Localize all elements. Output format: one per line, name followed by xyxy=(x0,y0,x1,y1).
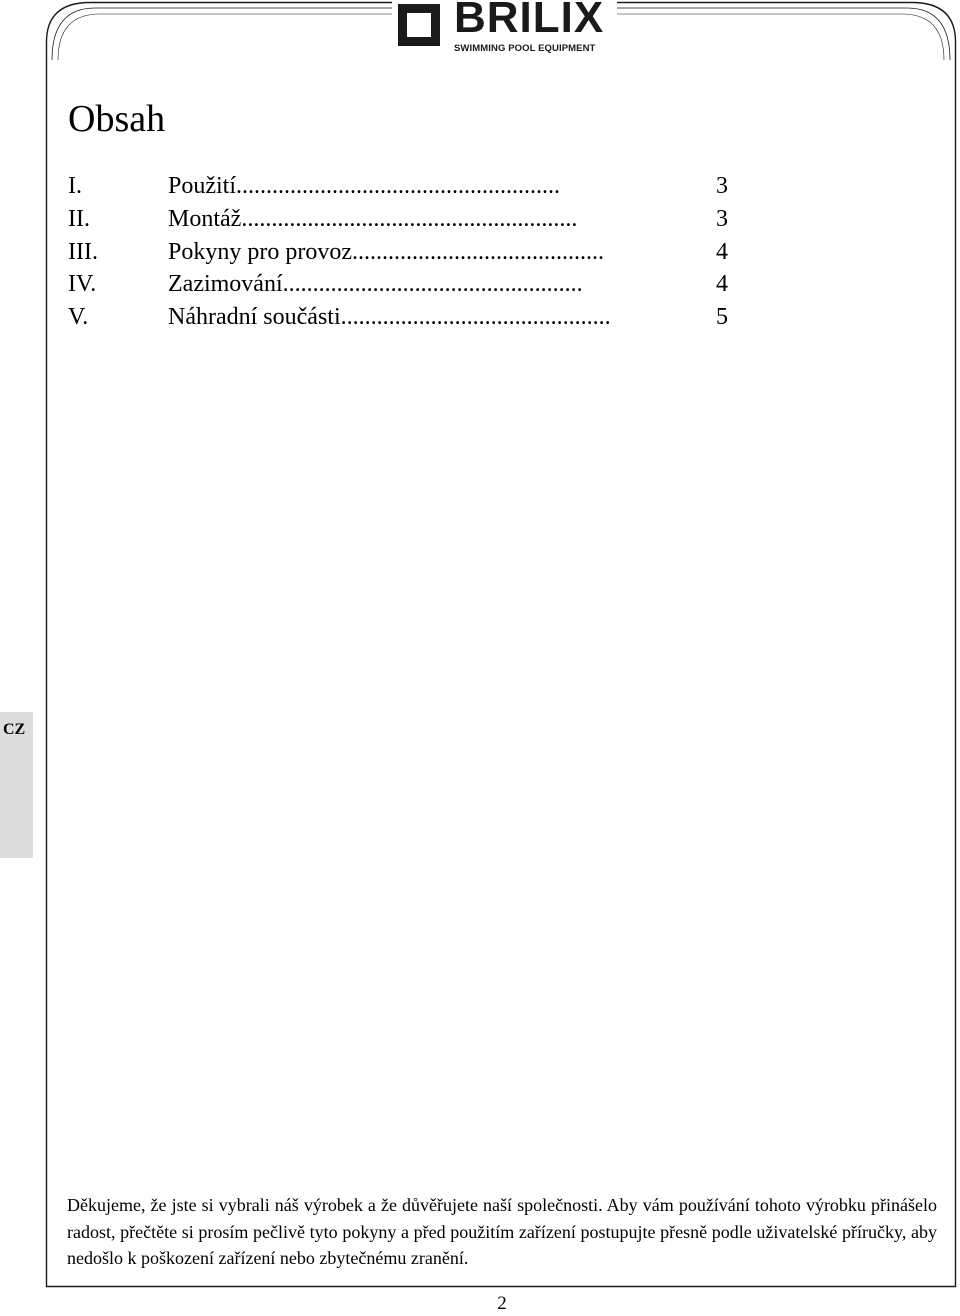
toc-page: 4 xyxy=(716,271,728,298)
page-number: 2 xyxy=(497,1293,507,1314)
toc-number: I. xyxy=(68,173,82,199)
brand-logo xyxy=(392,0,617,58)
toc-item[interactable] xyxy=(68,238,728,271)
toc-page: 4 xyxy=(716,238,728,265)
language-tab xyxy=(0,712,33,858)
toc-page: 3 xyxy=(716,173,728,199)
toc-item[interactable] xyxy=(68,205,728,238)
toc-label: Náhradní součásti............................................. xyxy=(168,304,611,331)
brand-name: BRILIX xyxy=(454,0,605,42)
toc-number: II. xyxy=(68,205,90,232)
toc-number: III. xyxy=(68,238,98,265)
toc-label: Použití...................................................... xyxy=(168,173,561,199)
toc-item[interactable] xyxy=(68,172,728,205)
page-title: Obsah xyxy=(68,98,166,140)
toc-page: 3 xyxy=(716,205,728,232)
toc-label: Pokyny pro provoz.......................................... xyxy=(168,238,604,265)
intro-paragraph: Děkujeme, že jste si vybrali náš výrobek a že důvěřujete naší společnosti. Aby vám používání tohoto výrobku přinášelo radost, přečtěte si prosím pečlivě tyto pokyny a před použitím zařízení postupujte přesně podle uživatelské příručky, aby nedošlo k poškození zařízení nebo zbytečnému zranění. xyxy=(67,1195,937,1268)
toc-page: 5 xyxy=(716,304,728,331)
table-of-contents xyxy=(68,172,728,336)
logo-square-icon xyxy=(398,4,440,46)
toc-label: Zazimování.................................................. xyxy=(168,271,583,298)
toc-label: Montáž........................................................ xyxy=(168,205,578,232)
toc-item[interactable] xyxy=(68,270,728,303)
toc-number: V. xyxy=(68,304,89,331)
language-tab-label: CZ xyxy=(3,721,26,738)
toc-item[interactable] xyxy=(68,303,728,336)
brand-tagline: SWIMMING POOL EQUIPMENT xyxy=(454,43,596,54)
toc-number: IV. xyxy=(68,271,97,298)
